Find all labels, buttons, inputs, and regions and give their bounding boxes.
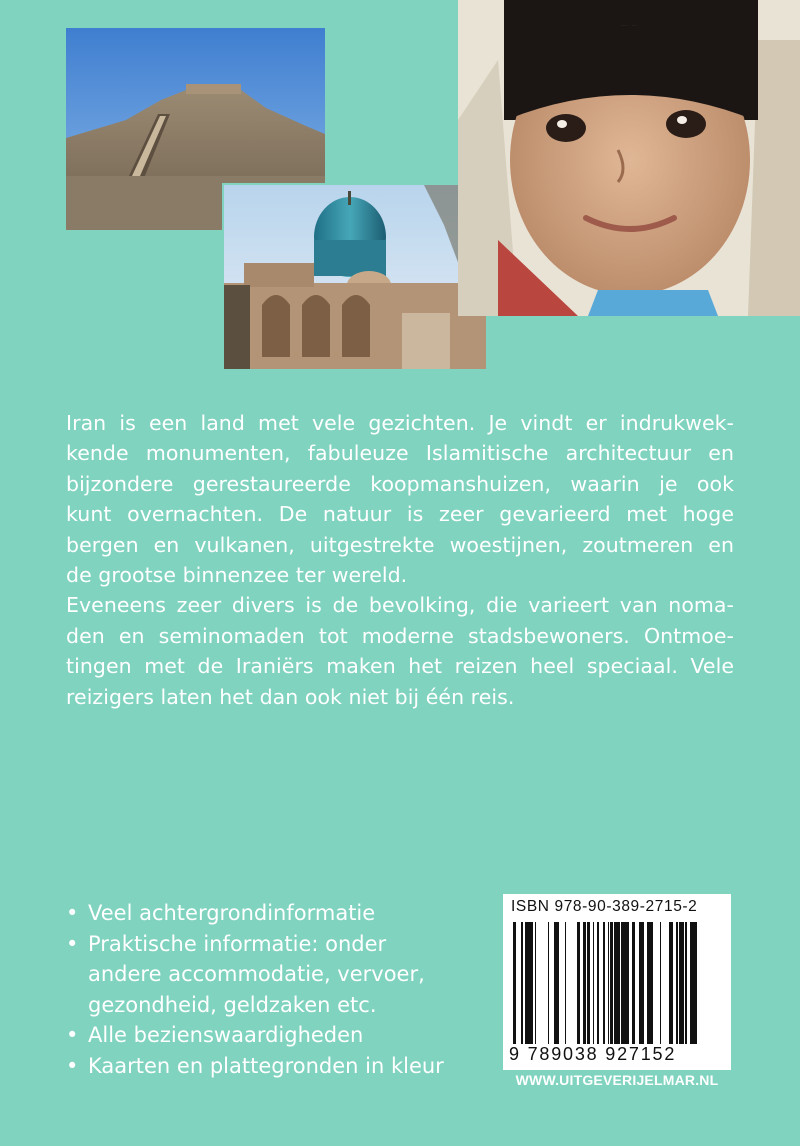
barcode-bar <box>683 922 684 1044</box>
description-line: kende monumenten, fabuleuze Islamitische architectuur en <box>66 441 734 466</box>
barcode-bar <box>621 922 623 1044</box>
description-line: de grootse binnenzee ter wereld. <box>66 563 408 588</box>
feature-item <box>64 898 504 929</box>
barcode-bar <box>583 922 586 1044</box>
barcode-bar <box>532 922 533 1044</box>
barcode-bar <box>617 922 619 1044</box>
barcode-bar <box>565 922 566 1044</box>
feature-line: Kaarten en plattegronden in kleur <box>88 1053 444 1078</box>
description-line: tingen met de Iraniërs maken het reizen heel speciaal. Vele <box>66 654 734 679</box>
feature-line: Alle bezienswaardigheden <box>88 1023 364 1047</box>
barcode-bar <box>548 922 549 1044</box>
barcode-bar <box>692 922 695 1044</box>
barcode-bar <box>614 922 617 1044</box>
mosque-dome-photo <box>222 183 486 369</box>
barcode-bar <box>695 922 697 1044</box>
barcode-bar <box>513 922 516 1044</box>
barcode-bar <box>554 922 555 1044</box>
feature-line: andere accommodatie, vervoer, <box>88 962 425 986</box>
barcode-bar <box>676 922 678 1044</box>
feature-line: Veel achtergrondinformatie <box>88 901 376 925</box>
description-line: den en seminomaden tot moderne stadsbewoners. Ontmoe- <box>66 623 734 648</box>
barcode-bar <box>643 922 644 1044</box>
description-line: bijzondere gerestaureerde koopmanshuizen, waarin je ook <box>66 471 734 496</box>
barcode-bar <box>690 922 692 1044</box>
barcode-bar <box>530 922 532 1044</box>
barcode-bar <box>525 922 528 1044</box>
barcode-bar <box>597 922 599 1044</box>
feature-item <box>64 1051 504 1082</box>
ean-digits: 9 789038 927152 <box>509 1044 677 1064</box>
barcode-bar <box>521 922 523 1044</box>
barcode-bar <box>528 922 530 1044</box>
barcode-bar <box>608 922 609 1044</box>
description-text <box>66 408 734 712</box>
bullet-icon: • <box>66 1023 79 1047</box>
barcode-bar <box>603 922 605 1044</box>
barcode-bar <box>680 922 683 1044</box>
publisher-website: WWW.UITGEVERIJELMAR.NL <box>515 1072 719 1088</box>
feature-list <box>64 898 504 1081</box>
feature-line: Praktische informatie: onder <box>88 931 387 956</box>
barcode-bar <box>626 922 629 1044</box>
description-line: bergen en vulkanen, uitgestrekte woestijnen, zoutmeren en <box>66 532 734 557</box>
barcode-bar <box>556 922 559 1044</box>
feature-line: gezondheid, geldzaken etc. <box>88 992 377 1017</box>
barcode-bar <box>577 922 580 1044</box>
description-line: Eveneens zeer divers is de bevolking, die varieert van noma- <box>66 593 734 618</box>
barcode-bar <box>679 922 680 1044</box>
bullet-icon: • <box>66 931 79 956</box>
barcode-bar <box>639 922 642 1044</box>
barcode-bar <box>647 922 650 1044</box>
barcode-bar <box>555 922 556 1044</box>
barcode-bar <box>593 922 594 1044</box>
description-line: kunt overnachten. De natuur is zeer gevarieerd met hoge <box>66 502 734 527</box>
barcode-bar <box>619 922 620 1044</box>
barcode-bar <box>633 922 635 1044</box>
barcode-bar <box>610 922 613 1044</box>
barcode-bar <box>650 922 653 1044</box>
barcode-bar <box>669 922 670 1044</box>
bullet-icon: • <box>66 1053 79 1078</box>
barcode-bar <box>535 922 536 1044</box>
bullet-icon: • <box>66 901 79 925</box>
description-line: Iran is een land met vele gezichten. Je vindt er indrukwek- <box>66 411 734 435</box>
barcode-bar <box>685 922 687 1044</box>
isbn-label: ISBN 978-90-389-2715-2 <box>511 898 698 915</box>
description-line: reizigers laten het dan ook niet bij één reis. <box>66 684 515 709</box>
barcode-bars <box>511 922 723 1044</box>
barcode-bar <box>642 922 643 1044</box>
barcode-bar <box>632 922 633 1044</box>
feature-item <box>64 1020 504 1051</box>
isbn-barcode <box>503 894 731 1070</box>
barcode-bar <box>670 922 673 1044</box>
feature-item <box>64 929 504 1021</box>
barcode-bar <box>623 922 626 1044</box>
barcode-bar <box>660 922 661 1044</box>
girl-with-headscarf-photo <box>458 0 800 316</box>
barcode-bar <box>587 922 590 1044</box>
